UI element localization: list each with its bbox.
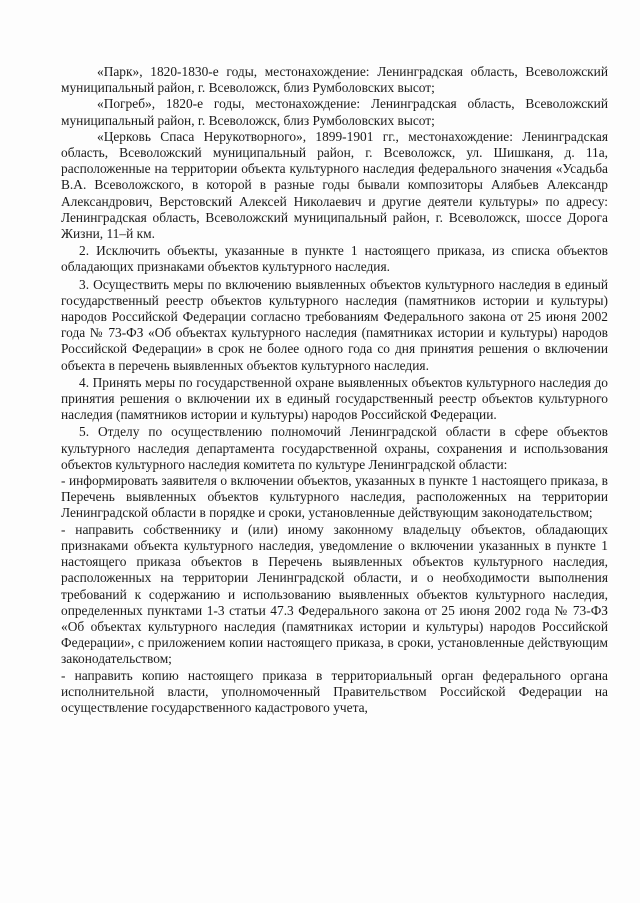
paragraph-item-2: 2. Исключить объекты, указанные в пункте 1 настоящего приказа, из списка объектов обладающих признаками объектов культурного наследия. bbox=[61, 243, 608, 275]
document-body bbox=[61, 64, 608, 716]
bullet-inform-applicant: - информировать заявителя о включении объектов, указанных в пункте 1 настоящего приказа, в Перечень выявленных объектов культурного наследия, расположенных на территории Ленинградской области в порядке и сроки, установленные действующим законодательством; bbox=[61, 473, 608, 521]
paragraph-item-4: 4. Принять меры по государственной охране выявленных объектов культурного наследия до принятия решения о включении их в единый государственный реестр объектов культурного наследия (памятников истории и культуры) народов Российской Федерации. bbox=[61, 374, 608, 423]
paragraph-item-3: 3. Осуществить меры по включению выявленных объектов культурного наследия в единый государственный реестр объектов культурного наследия (памятников истории и культуры) народов Российской Федерации согласно требованиям Федерального закона от 25 июня 2002 года № 73-ФЗ «Об объектах культурного наследия (памятниках истории и культуры) народов Российской Федерации» в срок не более одного года со дня принятия решения о включении объекта в перечень выявленных объектов культурного наследия. bbox=[61, 276, 608, 373]
paragraph-park: «Парк», 1820-1830-е годы, местонахождение: Ленинградская область, Всеволожский муниципальный район, г. Всеволожск, близ Румболовских высот; bbox=[61, 64, 608, 96]
paragraph-church: «Церковь Спаса Нерукотворного», 1899-1901 гг., местонахождение: Ленинградская область, Всеволожский муниципальный район, г. Всеволожск, ул. Шишканя, д. 11а, расположенные на территории объекта культурного наследия федерального значения «Усадьба В.А. Всеволожского, в которой в разные годы бывали композиторы Алябьев Александр Александрович, Верстовский Алексей Николаевич и другие деятели культуры» по адресу: Ленинградская область, Всеволожский муниципальный район, г. Всеволожск, шоссе Дорога Жизни, 11–й км. bbox=[61, 128, 608, 242]
bullet-send-copy: - направить копию настоящего приказа в территориальный орган федерального органа исполнительной власти, уполномоченный Правительством Российской Федерации на осуществление государственного кадастрового учета, bbox=[61, 667, 608, 715]
bullet-notify-owner: - направить собственнику и (или) иному законному владельцу объектов, обладающих признаками объекта культурного наследия, уведомление о включении указанных в пункте 1 настоящего приказа объектов в Перечень выявленных объектов культурного наследия, расположенных на территории Ленинградской области, и о необходимости выполнения требований к содержанию и использованию выявленных объектов культурного наследия, определенных пунктами 1-3 статьи 47.3 Федерального закона от 25 июня 2002 года № 73-ФЗ «Об объектах культурного наследия (памятниках истории и культуры) народов Российской Федерации», с приложением копии настоящего приказа, в сроки, установленные действующим законодательством; bbox=[61, 521, 608, 667]
paragraph-item-5: 5. Отделу по осуществлению полномочий Ленинградской области в сфере объектов культурного наследия департамента государственной охраны, сохранения и использования объектов культурного наследия комитета по культуре Ленинградской области: bbox=[61, 424, 608, 472]
paragraph-cellar: «Погреб», 1820-е годы, местонахождение: Ленинградская область, Всеволожский муниципальный район, г. Всеволожск, близ Румболовских высот; bbox=[61, 96, 608, 128]
